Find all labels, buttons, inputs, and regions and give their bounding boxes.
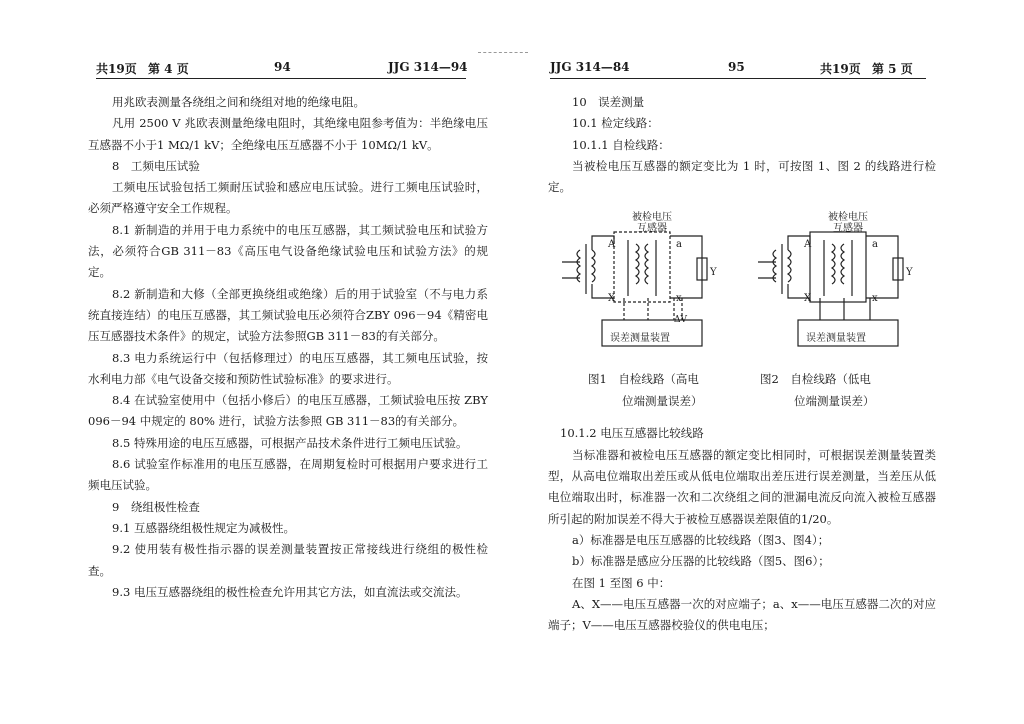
terminal-a: a [872, 239, 878, 251]
transformer-under-test-box [810, 232, 866, 302]
terminal-a: a [676, 239, 682, 251]
paragraph: A、X——电压互感器一次的对应端子；a、x——电压互感器二次的对应端子；V——电压互感器校验仪的供电电压； [548, 596, 936, 633]
delta-v-label: ΔV [674, 315, 687, 326]
list-item: b）标准器是感应分压器的比较线路（图5、图6）； [572, 554, 830, 569]
paragraph: 8.4 在试验室使用中（包括小修后）的电压互感器，工频试验电压按 ZBY 096－94 中规定的 80% 进行，试验方法参照 GB 311－83的有关部分。 [88, 393, 488, 429]
caption-line: 位端测量误差） [794, 394, 875, 409]
caption-line: 图2 自检线路（低电 [760, 372, 871, 387]
page-number: 95 [728, 60, 745, 74]
transformer-under-test-box [614, 232, 670, 302]
terminal-x: x [676, 293, 682, 305]
standard-code: JJG 314—94 [388, 60, 468, 74]
source-primary-coil [577, 250, 580, 282]
terminal-X: X [608, 293, 616, 305]
paragraph: 当被检电压互感器的额定变比为 1 时，可按图 1、图 2 的线路进行检定。 [548, 158, 936, 195]
terminal-x: x [872, 293, 878, 305]
terminal-X: X [804, 293, 812, 305]
terminal-A: A [608, 239, 616, 251]
paragraph: 凡用 2500 V 兆欧表测量绝缘电阻时，其绝缘电阻参考值为：半绝缘电压互感器不小于1 MΩ/1 kV；全绝缘电压互感器不小于 10MΩ/1 kV。 [88, 116, 488, 152]
caption-line: 位端测量误差） [622, 394, 703, 409]
total-pages: 共19页 [96, 62, 137, 76]
list-item: a）标准器是电压互感器的比较线路（图3、图4）； [572, 532, 830, 547]
paragraph: 9.3 电压互感器绕组的极性检查允许用其它方法，如直流法或交流法。 [112, 584, 468, 599]
page-label: 第 4 页 [148, 62, 189, 76]
figure-2-device-label: 误差测量装置 [806, 333, 866, 345]
source-secondary-coil [592, 250, 595, 282]
right-page [512, 0, 1024, 724]
terminal-A: A [804, 239, 812, 251]
load-label: Y [710, 267, 717, 279]
figures-area [548, 198, 936, 423]
load-label: Y [906, 267, 913, 279]
paragraph: 8.1 新制造的并用于电力系统中的电压互感器，其工频试验电压和试验方法，必须符合GB 311－83《高压电气设备绝缘试验电压和试验方法》的规定。 [88, 222, 488, 280]
figure-1-transformer-label: 被检电压互感器 [632, 212, 672, 235]
figure-2-caption [760, 368, 875, 412]
caption-line: 图1 自检线路（高电 [588, 372, 699, 387]
paragraph: 当标准器和被检电压互感器的额定变比相同时，可根据误差测量装置类型，从高电位端取出差压或从低电位端取出差压进行误差测量，当差压从低电位端取出时，标准器一次和二次绕组之间的泄漏电流反向流入被检互感器所引起的附加误差不得大于被检互感器误差限值的1/20。 [548, 447, 936, 526]
paragraph: 在图 1 至图 6 中： [572, 575, 671, 590]
figure-1-caption [588, 368, 703, 412]
subsection-heading: 10.1.1 自检线路： [572, 137, 670, 152]
paragraph: 9.2 使用装有极性指示器的误差测量装置按正常接线进行绕组的极性检查。 [88, 542, 488, 578]
figure-2-transformer-label: 被检电压互感器 [828, 212, 868, 235]
subsection-heading: 10.1 检定线路： [572, 116, 659, 131]
left-page-body [88, 92, 488, 603]
section-heading: 10 误差测量 [572, 95, 645, 109]
section-heading: 8 工频电压试验 [112, 158, 200, 173]
subsection-heading: 10.1.2 电压互感器比较线路 [560, 426, 704, 441]
figure-1-device-label: 误差测量装置 [610, 333, 670, 345]
paragraph: 8.6 试验室作标准用的电压互感器，在周期复检时可根据用户要求进行工频电压试验。 [88, 457, 488, 493]
paragraph: 9.1 互感器绕组极性规定为减极性。 [112, 520, 295, 535]
paragraph: 用兆欧表测量各绕组之间和绕组对地的绝缘电阻。 [112, 95, 365, 109]
page-label: 第 5 页 [872, 62, 913, 76]
standard-code: JJG 314—84 [550, 60, 630, 74]
section-heading: 9 绕组极性检查 [112, 499, 200, 514]
paragraph: 工频电压试验包括工频耐压试验和感应电压试验。进行工频电压试验时，必须严格遵守安全工作规程。 [88, 180, 488, 216]
paragraph: 8.2 新制造和大修（全部更换绕组或绝缘）后的用于试验室（不与电力系统直接连结）的电压互感器，其工频试验电压必须符合ZBY 096－94《精密电压互感器技术条件》的规定，试验方法参照GB 311－83的有关部分。 [88, 286, 488, 344]
right-page-header [550, 58, 926, 79]
paragraph: 8.5 特殊用途的电压互感器，可根据产品技术条件进行工频电压试验。 [112, 435, 468, 450]
right-page-body [548, 92, 936, 636]
total-pages: 共19页 [820, 62, 861, 76]
paragraph: 8.3 电力系统运行中（包括修理过）的电压互感器，其工频电压试验，按水利电力部《电气设备交接和预防性试验标准》的要求进行。 [88, 350, 488, 386]
left-page-header [96, 58, 466, 79]
page-number: 94 [274, 60, 291, 74]
